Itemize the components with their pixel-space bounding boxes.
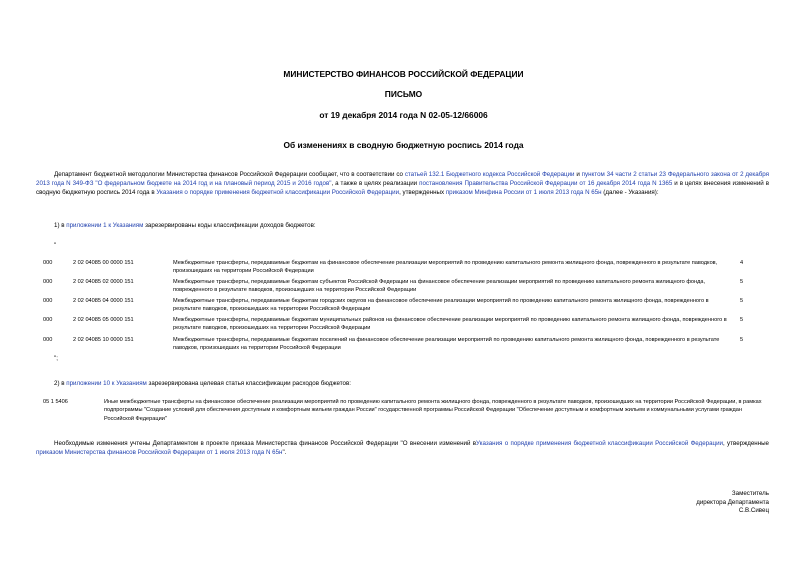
admin-code: 000 <box>43 317 53 323</box>
document-date-number: от 19 декабря 2014 года N 02-05-12/66006 <box>319 110 488 120</box>
admin-code: 000 <box>43 260 53 266</box>
link-appendix-10[interactable]: приложении 10 к Указаниям <box>66 380 147 387</box>
link-appendix-1[interactable]: приложении 1 к Указаниям <box>66 222 144 229</box>
open-quote: " <box>54 242 57 249</box>
link-minfin-order[interactable]: приказом Минфина России от 1 июля 2013 года N 65н <box>445 188 602 196</box>
income-level: 5 <box>740 298 744 304</box>
close-quote: "; <box>54 355 58 362</box>
intro-text-3: , а также в целях реализации <box>331 179 420 187</box>
admin-code: 000 <box>43 337 53 343</box>
point2-text-1: 2) в <box>54 380 67 387</box>
income-code: 2 02 04085 05 0000 151 <box>73 317 134 323</box>
final-text-3: ". <box>282 448 287 456</box>
document-subject: Об изменениях в сводную бюджетную роспись 2014 года <box>283 140 524 150</box>
income-code: 2 02 04085 02 0000 151 <box>73 279 134 285</box>
income-description: Межбюджетные трансферты, передаваемые бюджетам городских округов на финансовое обеспечение реализации мероприятий по проведению капитального ремонта жилищного фонда, поврежденного в результате паводков, произошедших на территории Российской Федерации <box>173 298 709 313</box>
signature-department: директора Департамента <box>696 498 769 506</box>
point1-text-1: 1) в <box>54 222 67 229</box>
intro-paragraph <box>36 171 769 198</box>
link-budget-code-article[interactable]: статьей 132.1 Бюджетного кодекса Российской Федерации <box>404 171 575 178</box>
income-level: 5 <box>740 317 744 323</box>
link-classification-instructions-2[interactable]: Указания о порядке применения бюджетной классификации Российской Федерации <box>476 440 724 447</box>
intro-text-6: (далее - Указания): <box>601 188 659 196</box>
income-code: 2 02 04085 00 0000 151 <box>73 260 134 266</box>
expense-code: 05 1 5406 <box>43 399 68 405</box>
intro-text-2: и <box>574 171 582 178</box>
intro-text-5: , утвержденных <box>399 188 446 196</box>
point1-text-2: зарезервированы коды классификации доходов бюджетов: <box>143 222 316 229</box>
signature-position: Заместитель <box>731 490 769 497</box>
intro-text-4: и в целях внесения изменений в сводную бюджетную роспись 2014 года в <box>36 179 769 196</box>
link-classification-instructions[interactable]: Указания о порядке применения бюджетной классификации Российской Федерации <box>156 188 400 196</box>
link-government-resolution[interactable]: постановления Правительства Российской Федерации от 16 декабря 2014 года N 1365 <box>419 179 673 187</box>
income-level: 5 <box>740 279 744 285</box>
expense-description: Иные межбюджетные трансферты на финансовое обеспечение реализации мероприятий по проведению капитального ремонта жилищного фонда, поврежденного в результате паводков, произошедших на территории Российской Федерации, в рамках подпрограммы "Создание условий для обеспечения доступным и комфортным жильем граждан России" государственной программы Российской Федерации "Обеспечение доступным и комфортным жильем и коммунальными услугами граждан Российской Федерации" <box>104 399 762 422</box>
income-description: Межбюджетные трансферты, передаваемые бюджетам муниципальных районов на финансовое обеспечение реализации мероприятий по проведению капитального ремонта жилищного фонда, поврежденного в результате паводков, произошедших на территории Российской Федерации <box>173 317 727 332</box>
admin-code: 000 <box>43 279 53 285</box>
intro-text-1: Департамент бюджетной методологии Министерства финансов Российской Федерации сообщает, что в соответствии со <box>54 171 405 178</box>
income-level: 4 <box>740 260 744 266</box>
income-level: 5 <box>740 337 744 343</box>
ministry-title: МИНИСТЕРСТВО ФИНАНСОВ РОССИЙСКОЙ ФЕДЕРАЦИИ <box>283 69 524 79</box>
signature-block <box>696 490 769 516</box>
point-2-paragraph <box>54 380 754 389</box>
income-code: 2 02 04085 10 0000 151 <box>73 337 134 343</box>
final-paragraph <box>36 440 769 458</box>
final-text-1: Необходимые изменения учтены Департаментом в проекте приказа Министерства финансов Российской Федерации "О внесении изменений в <box>54 440 477 447</box>
link-federal-law[interactable]: пунктом 34 части 2 статьи 23 Федерального закона от 2 декабря 2013 года N 349-ФЗ "О федеральном бюджете на 2014 год и на плановый период 2015 и 2016 годов" <box>36 171 769 187</box>
income-description: Межбюджетные трансферты, передаваемые бюджетам на финансовое обеспечение реализации мероприятий по проведению капитального ремонта жилищного фонда, поврежденного в результате паводков, произошедших на территории Российской Федерации <box>173 260 718 275</box>
income-description: Межбюджетные трансферты, передаваемые бюджетам субъектов Российской Федерации на финансовое обеспечение реализации мероприятий по проведению капитального ремонта жилищного фонда, поврежденного в результате паводков, произошедших на территории Российской Федерации <box>173 279 706 294</box>
point-1-paragraph <box>54 222 754 231</box>
link-minfin-order-2[interactable]: приказом Министерства финансов Российской Федерации от 1 июля 2013 года N 65н <box>36 448 283 456</box>
final-text-2: , утвержденные <box>723 440 770 447</box>
document-type: ПИСЬМО <box>384 89 423 99</box>
signature-name: С.В.Сивец <box>738 507 769 515</box>
admin-code: 000 <box>43 298 53 304</box>
point2-text-2: зарезервирована целевая статья классификации расходов бюджетов: <box>146 380 351 387</box>
income-code: 2 02 04085 04 0000 151 <box>73 298 134 304</box>
income-description: Межбюджетные трансферты, передаваемые бюджетам поселений на финансовое обеспечение реализации мероприятий по проведению капитального ремонта жилищного фонда, поврежденного в результате паводков, произошедших на территории Российской Федерации <box>173 337 720 352</box>
